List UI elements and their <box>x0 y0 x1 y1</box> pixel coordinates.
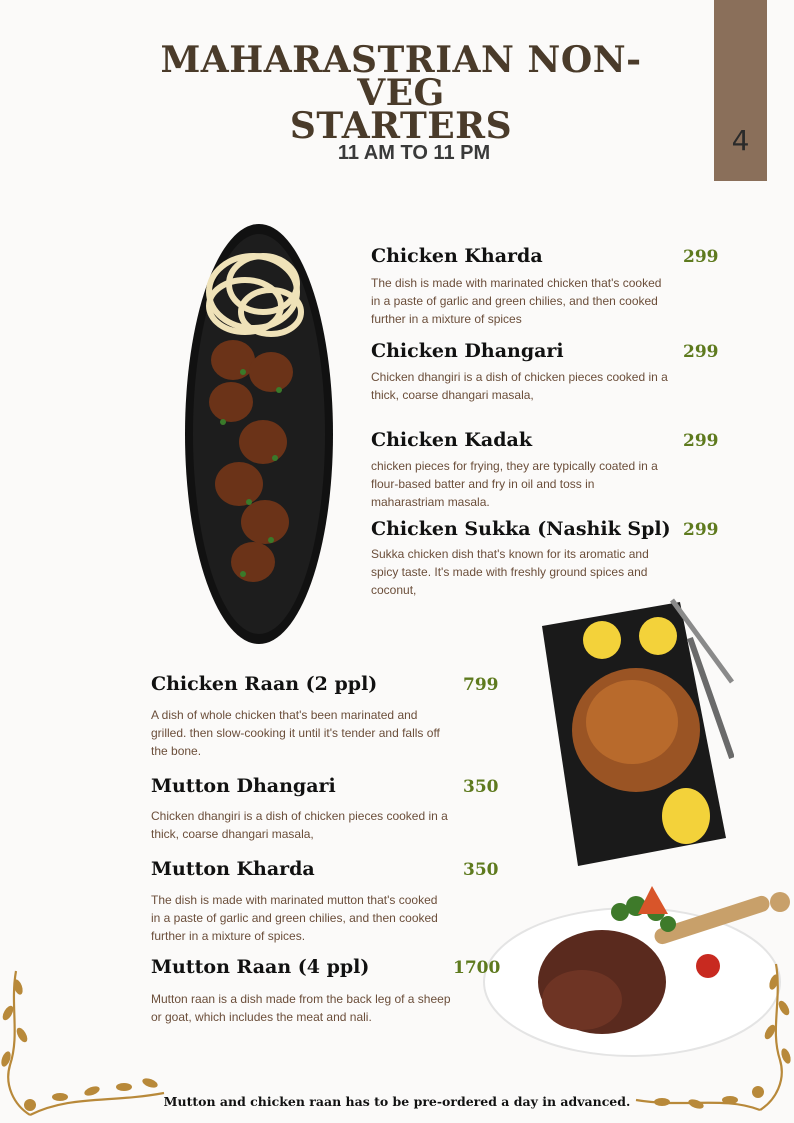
menu-item-description <box>151 891 438 945</box>
menu-item-price: 799 <box>463 675 499 695</box>
menu-item-name: Chicken Kharda <box>371 245 543 267</box>
menu-item-name: Chicken Raan (2 ppl) <box>151 673 378 695</box>
description-line: Mutton raan is a dish made from the back leg of a sheep <box>151 992 451 1006</box>
menu-item-name: Mutton Kharda <box>151 858 315 880</box>
description-line: The dish is made with marinated mutton that's cooked <box>151 893 438 907</box>
description-line: thick, coarse dhangari masala, <box>371 388 534 402</box>
description-line: Chicken dhangiri is a dish of chicken pieces cooked in a <box>151 809 448 823</box>
menu-item-price: 299 <box>683 247 719 267</box>
description-line: thick, coarse dhangari masala, <box>151 827 314 841</box>
description-line: grilled. then slow-cooking it until it's tender and falls off <box>151 726 440 740</box>
menu-item-price: 299 <box>683 520 719 540</box>
description-line: A dish of whole chicken that's been marinated and <box>151 708 418 722</box>
vine-ornament-left <box>0 965 170 1123</box>
vine-ornament-right <box>630 960 794 1123</box>
page-number: 4 <box>731 124 750 157</box>
menu-item-description <box>151 706 440 760</box>
description-line: The dish is made with marinated chicken that's cooked <box>371 276 662 290</box>
description-line: Chicken dhangiri is a dish of chicken pieces cooked in a <box>371 370 668 384</box>
description-line: chicken pieces for frying, they are typically coated in a <box>371 459 658 473</box>
description-line: in a paste of garlic and green chilies, and then cooked <box>371 294 658 308</box>
menu-item-name: Chicken Sukka (Nashik Spl) <box>371 518 671 540</box>
preorder-note: Mutton and chicken raan has to be pre-ordered a day in advanced. <box>163 1094 631 1109</box>
menu-item-price: 1700 <box>453 958 501 978</box>
page-title <box>140 39 662 147</box>
menu-item-price: 299 <box>683 431 719 451</box>
chicken-platter-image <box>183 222 335 646</box>
menu-item-description <box>371 545 649 599</box>
title-line-1: MAHARASTRIAN NON-VEG <box>160 39 642 114</box>
title-line-2: STARTERS <box>289 105 513 147</box>
menu-item-description <box>151 807 448 843</box>
description-line: further in a mixture of spices. <box>151 929 306 943</box>
description-line: or goat, which includes the meat and nali. <box>151 1010 372 1024</box>
menu-item-name: Chicken Kadak <box>371 429 532 451</box>
description-line: Sukka chicken dish that's known for its aromatic and <box>371 547 649 561</box>
description-line: in a paste of garlic and green chilies, and then cooked <box>151 911 438 925</box>
menu-item-price: 299 <box>683 342 719 362</box>
description-line: further in a mixture of spices <box>371 312 522 326</box>
menu-item-name: Mutton Dhangari <box>151 775 336 797</box>
opening-hours: 11 AM TO 11 PM <box>337 142 491 164</box>
description-line: spicy taste. It's made with freshly ground spices and <box>371 565 648 579</box>
menu-item-description <box>371 368 668 404</box>
description-line: the bone. <box>151 744 202 758</box>
menu-item-description <box>371 274 661 328</box>
menu-item-description <box>151 990 451 1026</box>
menu-item-name: Chicken Dhangari <box>371 340 564 362</box>
menu-item-description <box>371 457 658 511</box>
description-line: coconut, <box>371 583 417 597</box>
description-line: flour-based batter and fry in oil and toss in <box>371 477 595 491</box>
menu-item-name: Mutton Raan (4 ppl) <box>151 956 370 978</box>
menu-item-price: 350 <box>463 860 499 880</box>
description-line: maharastriam masala. <box>371 495 490 509</box>
roast-chicken-image <box>540 598 734 868</box>
menu-item-price: 350 <box>463 777 499 797</box>
